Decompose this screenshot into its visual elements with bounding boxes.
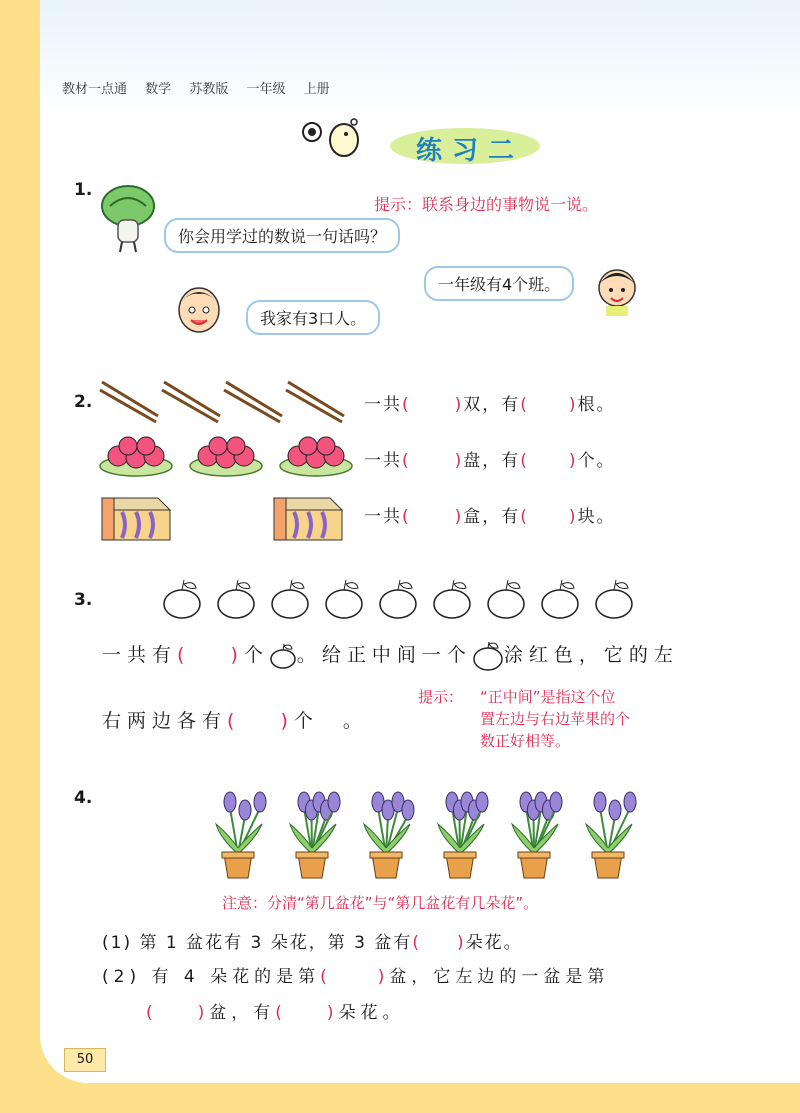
apple-outline-icon bbox=[380, 580, 416, 618]
q4-sentence-1: (1) 第 1 盆花有 3 朵花，第 3 盆有( )朵花。 bbox=[102, 933, 523, 953]
hint-line: 数正好相等。 bbox=[480, 732, 571, 750]
flower-pot-icon bbox=[512, 792, 562, 878]
flower-pot-icon bbox=[438, 792, 488, 878]
cake-boxes-row bbox=[98, 488, 368, 544]
apple-outline-icon bbox=[472, 641, 504, 671]
chopsticks-icon bbox=[100, 382, 158, 422]
header-item: 数学 bbox=[145, 82, 172, 97]
flower-pot-icon bbox=[364, 792, 414, 878]
page-number: 50 bbox=[64, 1048, 106, 1072]
apple-outline-icon bbox=[434, 580, 470, 618]
q2-row3: 一共( )盒，有( )块。 bbox=[364, 507, 616, 527]
boy-speech-bubble: 我家有3口人。 bbox=[246, 300, 380, 335]
q1-question-bubble: 你会用学过的数说一句话吗？ bbox=[164, 218, 400, 253]
q4-sentence-2: (2) 有 4 朵花的是第( )盆，它左边的一盆是第 bbox=[102, 967, 610, 987]
apple-plate-icon bbox=[190, 437, 262, 476]
girl-avatar-icon bbox=[592, 262, 642, 316]
cake-box-icon bbox=[274, 498, 342, 540]
q4-note: 注意：分清“第几盆花”与“第几盆花有几朵花”。 bbox=[222, 894, 539, 912]
q2-row1: 一共( )双，有( )根。 bbox=[364, 395, 616, 415]
apple-plate-icon bbox=[100, 437, 172, 476]
q3-hint-label: 提示： bbox=[418, 688, 464, 706]
flower-pot-icon bbox=[290, 792, 340, 878]
apple-outline-icon bbox=[272, 580, 308, 618]
flower-pot-icon bbox=[586, 792, 636, 878]
header-item: 教材一点通 bbox=[62, 82, 128, 97]
apple-outline-icon bbox=[269, 643, 297, 669]
flower-pots-row bbox=[198, 788, 658, 880]
apple-outline-icon bbox=[542, 580, 578, 618]
title-banner bbox=[340, 118, 640, 168]
q4-sentence-3: ( )盆，有( )朵花。 bbox=[146, 1003, 405, 1023]
apple-outline-icon bbox=[488, 580, 524, 618]
q3-number: 3. bbox=[74, 590, 93, 610]
chopsticks-icon bbox=[162, 382, 220, 422]
header-item: 苏教版 bbox=[189, 82, 229, 97]
header-item: 一年级 bbox=[246, 82, 286, 97]
book-header bbox=[62, 78, 344, 97]
page-title: 练习二 bbox=[416, 136, 525, 166]
apple-plates-row bbox=[98, 432, 358, 482]
q1-number: 1. bbox=[74, 180, 93, 200]
q2-row2: 一共( )盘，有( )个。 bbox=[364, 451, 616, 471]
apple-plate-icon bbox=[280, 437, 352, 476]
chopsticks-icon bbox=[286, 382, 344, 422]
hint-line: 置左边与右边苹果的个 bbox=[480, 710, 631, 728]
hint-line: “正中间”是指这个位 bbox=[480, 688, 616, 706]
cake-box-icon bbox=[102, 498, 170, 540]
chopsticks-row bbox=[98, 378, 358, 428]
cabbage-character-icon bbox=[98, 180, 158, 254]
bird-icon bbox=[300, 118, 360, 168]
chopsticks-icon bbox=[224, 382, 282, 422]
boy-avatar-icon bbox=[174, 282, 224, 338]
apple-outline-icon bbox=[218, 580, 254, 618]
q3-hint-text bbox=[480, 686, 630, 752]
apple-outline-icon bbox=[596, 580, 632, 618]
page-sheet bbox=[40, 0, 800, 1083]
apple-outline-row bbox=[160, 578, 640, 620]
apple-outline-icon bbox=[326, 580, 362, 618]
q3-line2: 右两边各有( )个 。 bbox=[102, 710, 368, 732]
flower-pot-icon bbox=[216, 792, 266, 878]
q3-line1: 一共有( )个 。给正中间一个 涂红色，它的左 bbox=[102, 640, 679, 671]
q1-hint: 提示：联系身边的事物说一说。 bbox=[374, 195, 599, 214]
header-band bbox=[40, 0, 800, 120]
apple-outline-icon bbox=[164, 580, 200, 618]
q4-number: 4. bbox=[74, 788, 93, 808]
q2-number: 2. bbox=[74, 392, 93, 412]
girl-speech-bubble: 一年级有4个班。 bbox=[424, 266, 574, 301]
header-item: 上册 bbox=[303, 82, 330, 97]
